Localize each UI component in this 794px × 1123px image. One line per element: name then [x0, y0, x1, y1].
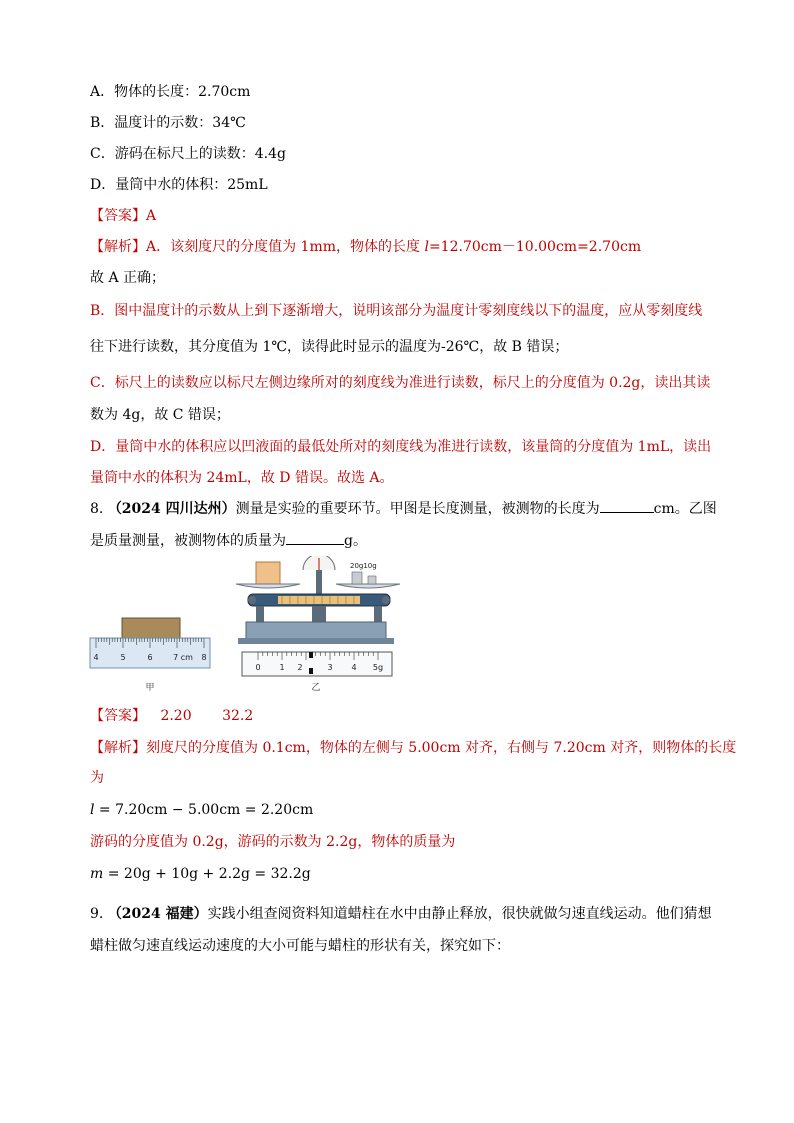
- analysis-c-2: 数为 4g，故 C 错误；: [90, 407, 230, 423]
- question-9-line-2: 蜡柱做匀速直线运动速度的大小可能与蜡柱的形状有关，探究如下：: [90, 938, 510, 954]
- q8-answer-1: 2.20: [160, 708, 192, 724]
- q9-source: （2024 福建）: [107, 906, 208, 922]
- scale-tick-label: 3: [327, 663, 333, 672]
- option-a: A．物体的长度：2.70cm: [90, 84, 251, 100]
- analysis-d-1: D．量筒中水的体积应以凹液面的最低处所对的刻度线为准进行读数，该量筒的分度值为 1mL，读出: [90, 439, 712, 455]
- scale-tick-label: 4: [351, 663, 357, 672]
- q8-blank-1: [600, 498, 654, 513]
- answer-value: A: [146, 208, 157, 224]
- ruler-tick-label: 4: [93, 653, 99, 662]
- option-d: D．量筒中水的体积：25mL: [90, 177, 268, 193]
- q8-text-1: 测量是实验的重要环节。甲图是长度测量，被测物的长度为: [235, 501, 600, 517]
- q8-answer-line: [90, 706, 253, 726]
- scale-tick-label: 5g: [372, 663, 384, 672]
- object-on-pan: [256, 562, 280, 584]
- q8-answer-2: 32.2: [222, 708, 254, 724]
- weights-label: 20g10g: [350, 562, 377, 570]
- scale-tick-label: 0: [255, 663, 261, 672]
- q8-formula-1-var: l: [90, 802, 95, 818]
- q8-analysis-label: 【解析】: [90, 740, 146, 756]
- q8-unit-1: cm。乙图: [653, 501, 717, 517]
- analysis-c-1: C．标尺上的读数应以标尺左侧边缘所对的刻度线为准进行读数，标尺上的分度值为 0.2g，读出其读: [90, 375, 711, 391]
- q8-analysis-1: [90, 738, 736, 758]
- q8-analysis-3: 游码的分度值为 0.2g，游码的示数为 2.2g，物体的质量为: [90, 834, 456, 850]
- analysis-a: [90, 237, 641, 257]
- ruler-tick-label: 5: [120, 653, 126, 662]
- answer-label: 【答案】: [90, 208, 146, 224]
- analysis-b-2: 往下进行读数，其分度值为 1℃，读得此时显示的温度为-26℃，故 B 错误；: [90, 339, 569, 355]
- answer-line: [90, 206, 156, 226]
- q8-formula-2-var: m: [90, 866, 104, 882]
- q8-number: 8.: [90, 501, 104, 517]
- question-8-line-1: [90, 498, 717, 519]
- label-jia: 甲: [145, 683, 155, 693]
- option-c: C．游码在标尺上的读数：4.4g: [90, 146, 286, 162]
- q8-formula-2-rest: = 20g + 10g + 2.2g = 32.2g: [103, 866, 311, 882]
- rider: [309, 652, 313, 658]
- analysis-a-post: =12.70cm－10.00cm=2.70cm: [428, 239, 642, 255]
- weight-20g: [352, 572, 362, 584]
- q8-text-2: 是质量测量，被测物体的质量为: [90, 533, 286, 549]
- q8-formula-2: [90, 864, 311, 884]
- analysis-a-pre: A．该刻度尺的分度值为 1mm，物体的长度: [146, 239, 425, 255]
- q8-analysis-text-1: 刻度尺的分度值为 0.1cm，物体的左侧与 5.00cm 对齐，右侧与 7.20cm 对齐，则物体的长度: [146, 740, 737, 756]
- measured-block: [122, 618, 180, 638]
- q9-number: 9.: [90, 906, 104, 922]
- q8-formula-1-rest: = 7.20cm − 5.00cm = 2.20cm: [94, 802, 314, 818]
- ruler-tick-label: 6: [147, 653, 153, 662]
- ruler-tick-label: 7 cm: [173, 653, 193, 662]
- q8-answer-label: 【答案】: [90, 708, 146, 724]
- analysis-a-var: l: [424, 239, 429, 255]
- q9-text-1: 实践小组查阅资料知道蜡柱在水中由静止释放，很快就做匀速直线运动。他们猜想: [207, 906, 712, 922]
- scale-tick-label: 2: [297, 663, 303, 672]
- q8-analysis-2: 为: [90, 770, 104, 786]
- balance-figure: [236, 556, 400, 693]
- label-yi: 乙: [311, 683, 321, 693]
- rider-scale: [242, 652, 392, 676]
- ruler-figure: [90, 618, 210, 693]
- option-b: B．温度计的示数：34℃: [90, 115, 246, 131]
- q8-unit-2: g。: [344, 533, 367, 549]
- ruler-tick-label: 8: [201, 653, 207, 662]
- scale-tick-label: 1: [279, 663, 285, 672]
- q8-source: （2024 四川达州）: [107, 501, 236, 517]
- measurement-figure: [88, 556, 408, 696]
- analysis-b-1: B．图中温度计的示数从上到下逐渐增大，说明该部分为温度计零刻度线以下的温度，应从零刻度线: [90, 303, 703, 319]
- question-9-line-1: [90, 904, 712, 924]
- weight-10g: [368, 576, 376, 584]
- question-8-line-2: [90, 530, 367, 551]
- q8-formula-1: [90, 800, 313, 820]
- analysis-a-line2: 故 A 正确；: [90, 270, 166, 286]
- analysis-d-2: 量筒中水的体积为 24mL，故 D 错误。故选 A。: [90, 470, 394, 486]
- analysis-label: 【解析】: [90, 239, 146, 255]
- q8-blank-2: [286, 530, 344, 545]
